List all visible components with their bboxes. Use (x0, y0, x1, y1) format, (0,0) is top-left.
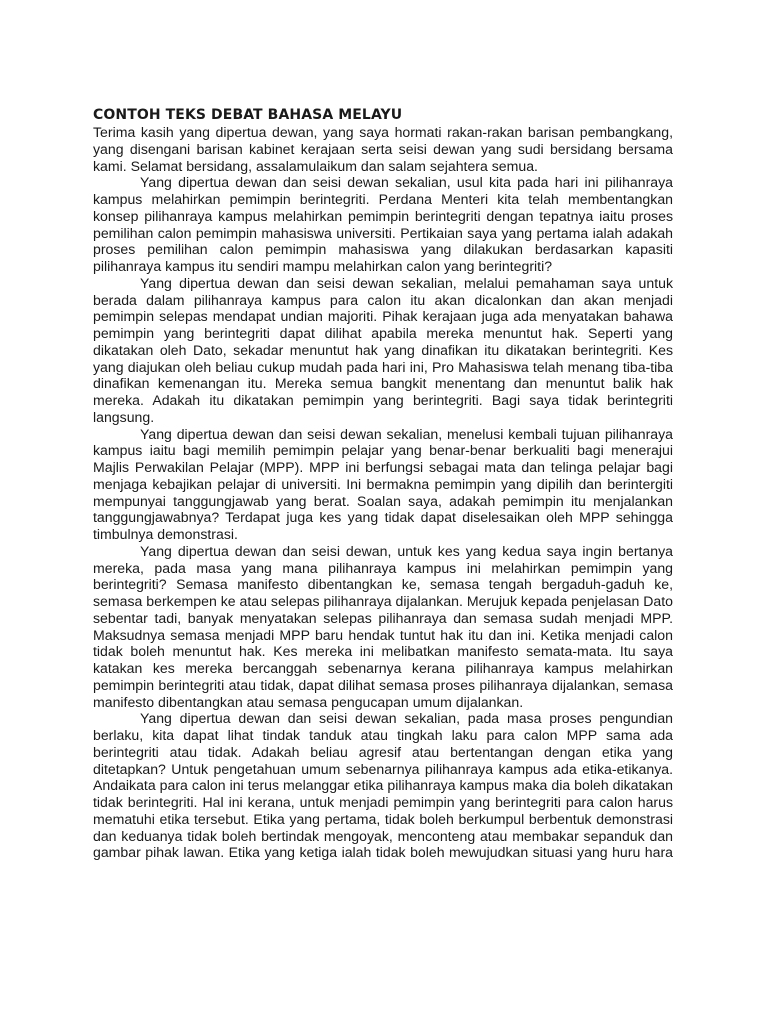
paragraph-ethics: Yang dipertua dewan dan seisi dewan sekalian, pada masa proses pengundian berlaku, kita dapat lihat tindak tanduk atau tingkah laku para calon MPP sama ada berintegriti atau tidak. Adakah beliau agresif atau bertentangan dengan etika yang ditetapkan? Untuk pengetahuan umum sebenarnya pilihanraya kampus ada etika-etikanya. Andaikata para calon ini terus melanggar etika pilihanraya kampus maka dia boleh dikatakan tidak berintegriti. Hal ini kerana, untuk menjadi pemimpin yang berintegriti para calon harus mematuhi etika tersebut. Etika yang pertama, tidak boleh berkumpul berbentuk demonstrasi dan keduanya tidak boleh bertindak mengoyak, menconteng atau membakar sepanduk dan gambar pihak lawan. Etika yang ketiga ialah tidak boleh mewujudkan situasi yang huru hara (93, 710, 673, 861)
document-page (93, 106, 673, 861)
paragraph-second-case: Yang dipertua dewan dan seisi dewan, untuk kes yang kedua saya ingin bertanya mereka, pada masa yang mana pilihanraya kampus ini melahirkan pemimpin yang berintegriti? Semasa manifesto dibentangkan ke, semasa tengah bergaduh-gaduh ke, semasa berkempen ke atau selepas pilihanraya dijalankan. Merujuk kepada penjelasan Dato sebentar tadi, banyak menyatakan selepas pilihanraya dan semasa sudah menjadi MPP. Maksudnya semasa menjadi MPP baru hendak tuntut hak itu dan ini. Ketika menjadi calon tidak boleh menuntut hak. Kes mereka ini melibatkan manifesto semata-mata. Itu saya katakan kes mereka bercanggah sebenarnya kerana pilihanraya kampus melahirkan pemimpin berintegriti atau tidak, dapat dilihat semasa proses pilihanraya dijalankan, semasa manifesto dibentangkan atau semasa pengucapan umum dijalankan. (93, 542, 673, 710)
paragraph-rights: Yang dipertua dewan dan seisi dewan sekalian, melalui pemahaman saya untuk berada dalam pilihanraya kampus para calon itu akan dicalonkan dan akan menjadi pemimpin selepas mendapat undian majoriti. Pihak kerajaan juga ada menyatakan bahawa pemimpin yang berintegriti dapat dilihat apabila mereka menuntut hak. Seperti yang dikatakan oleh Dato, sekadar menuntut hak yang dinafikan itu dikatakan berintegriti. Kes yang diajukan oleh beliau cukup mudah pada hari ini, Pro Mahasiswa telah menang tiba-tiba dinafikan kemenangan itu. Mereka semua bangkit menentang dan menuntut balik hak mereka. Adakah itu dikatakan pemimpin yang berintegriti. Bagi saya tidak berintegriti langsung. (93, 274, 673, 425)
paragraph-mpp-purpose: Yang dipertua dewan dan seisi dewan sekalian, menelusi kembali tujuan pilihanraya kampus iaitu bagi memilih pemimpin pelajar yang benar-benar berkualiti bagi menerajui Majlis Perwakilan Pelajar (MPP). MPP ini berfungsi sebagai mata dan telinga pelajar bagi menjaga kebajikan pelajar di universiti. Ini bermakna pemimpin yang dipilih dan berintergiti mempunyai tanggungjawab yang berat. Soalan saya, adakah pemimpin itu menjalankan tanggungjawabnya? Terdapat juga kes yang tidak dapat diselesaikan oleh MPP sehingga timbulnya demonstrasi. (93, 425, 673, 542)
document-title: CONTOH TEKS DEBAT BAHASA MELAYU (93, 107, 403, 123)
paragraph-opening: Terima kasih yang dipertua dewan, yang saya hormati rakan-rakan barisan pembangkang, yang disengani barisan kabinet kerajaan serta seisi dewan yang sudi bersidang bersama kami. Selamat bersidang, assalamulaikum dan salam sejahtera semua. (93, 124, 673, 174)
paragraph-motion: Yang dipertua dewan dan seisi dewan sekalian, usul kita pada hari ini pilihanraya kampus melahirkan pemimpin berintegriti. Perdana Menteri kita telah membentangkan konsep pilihanraya kampus melahirkan pemimpin berintegriti dengan tepatnya iaitu proses pemilihan calon pemimpin mahasiswa universiti. Pertikaian saya yang pertama ialah adakah proses pemilihan calon pemimpin mahasiswa yang dilakukan berdasarkan kapasiti pilihanraya kampus itu sendiri mampu melahirkan calon yang berintegriti? (93, 174, 673, 274)
